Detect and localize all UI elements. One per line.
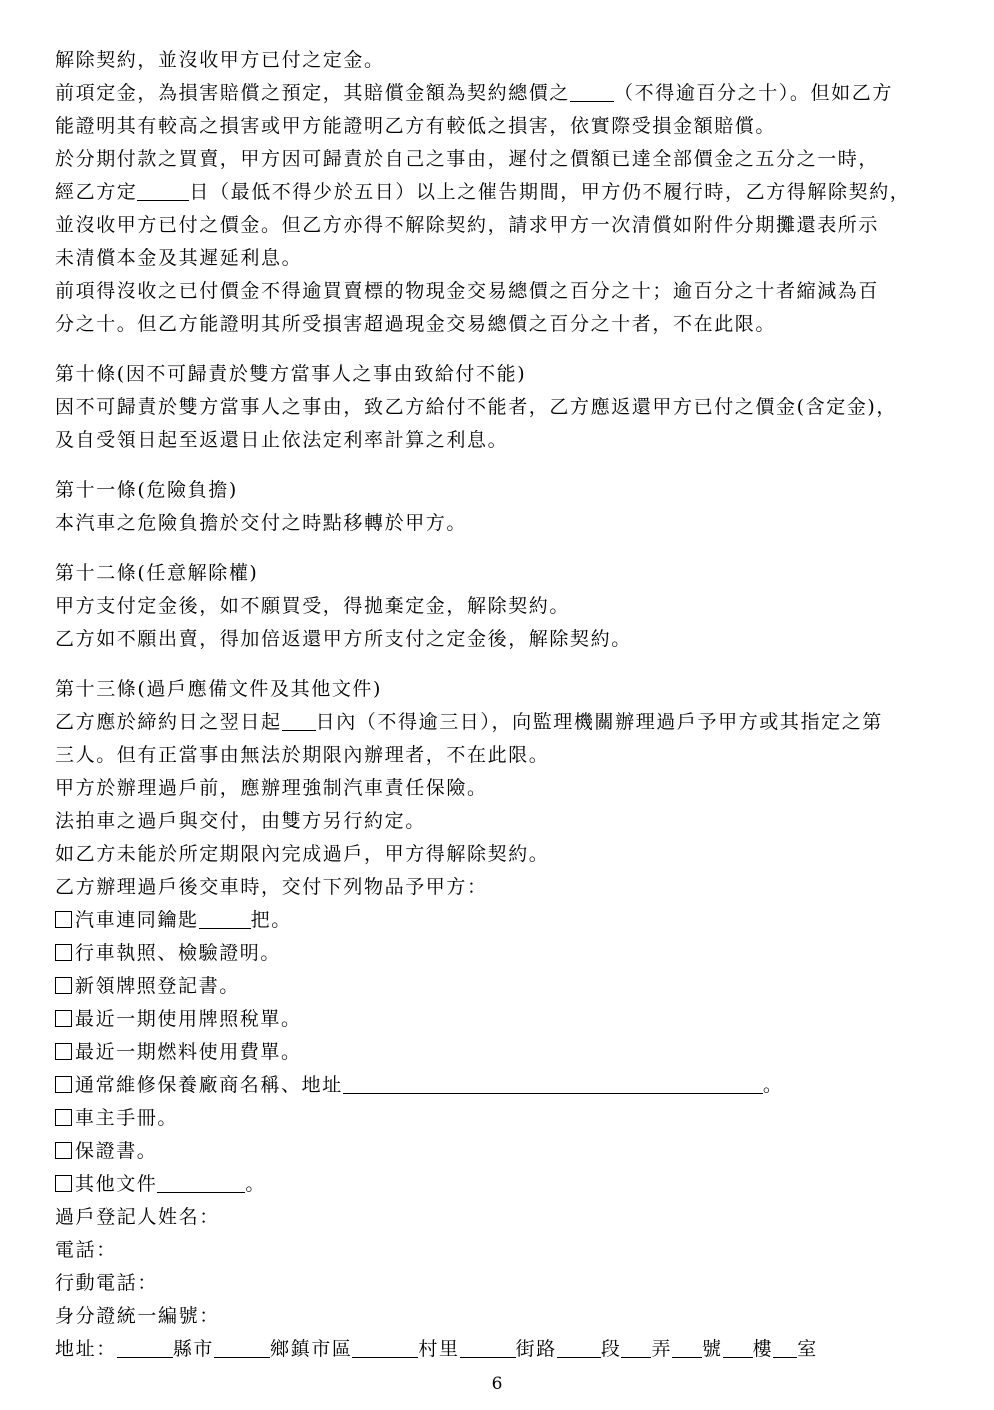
item-label: 。	[245, 1173, 267, 1195]
checklist-item	[55, 1036, 945, 1069]
checklist-item	[55, 937, 945, 970]
blank	[672, 1337, 702, 1358]
text-line: 於分期付款之買賣，甲方因可歸責於自己之事由，遲付之價額已達全部價金之五分之一時，	[55, 148, 880, 170]
blank	[117, 1337, 173, 1358]
address-unit: 號	[702, 1338, 723, 1360]
item-label: 車主手冊。	[75, 1107, 179, 1129]
text-line: 因不可歸責於雙方當事人之事由，致乙方給付不能者，乙方應返還甲方已付之價金(含定金)，	[55, 396, 898, 418]
text-line: 解除契約，並沒收甲方已付之定金。	[55, 49, 385, 71]
checkbox[interactable]	[55, 1010, 72, 1027]
registrant-id-label: 身分證統一編號：	[55, 1305, 220, 1327]
checklist-item	[55, 1003, 945, 1036]
checklist-item	[55, 970, 945, 1003]
checkbox[interactable]	[55, 1142, 72, 1159]
text-line: 三人。但有正當事由無法於期限內辦理者，不在此限。	[55, 744, 550, 766]
text-line: 乙方辦理過戶後交車時，交付下列物品予甲方：	[55, 876, 488, 898]
text-line	[55, 706, 945, 739]
text-line: 分之十。但乙方能證明其所受損害超過現金交易總價之百分之十者，不在此限。	[55, 313, 777, 335]
checkbox[interactable]	[55, 1109, 72, 1126]
article-12-title: 第十二條(任意解除權)	[55, 562, 259, 584]
address-unit: 段	[600, 1338, 622, 1360]
blank	[621, 1337, 651, 1358]
text-segment: 乙方應於締約日之翌日起	[55, 711, 282, 733]
article-13-title: 第十三條(過戶應備文件及其他文件)	[55, 678, 383, 700]
registrant-address	[55, 1333, 945, 1366]
registrant-mobile-label: 行動電話：	[55, 1272, 159, 1294]
address-unit: 村里	[418, 1338, 460, 1360]
checklist-item	[55, 1069, 945, 1102]
checklist-item	[55, 1102, 945, 1135]
page-number: 6	[491, 1374, 503, 1394]
other-docs-blank	[157, 1172, 245, 1193]
text-segment: 前項定金，為損害賠償之預定，其賠償金額為契約總價之	[55, 82, 571, 104]
checklist-item	[55, 1168, 945, 1201]
text-line: 能證明其有較高之損害或甲方能證明乙方有較低之損害，依實際受損金額賠償。	[55, 115, 777, 137]
blank	[773, 1337, 797, 1358]
item-label: 通常維修保養廠商名稱、地址	[75, 1074, 343, 1096]
article-10-title: 第十條(因不可歸責於雙方當事人之事由致給付不能)	[55, 363, 527, 385]
text-segment: （不得逾百分之十）。但如乙方	[614, 82, 893, 104]
text-line: 未清償本金及其遲延利息。	[55, 247, 303, 269]
blank	[214, 1337, 270, 1358]
text-line: 乙方如不願出賣，得加倍返還甲方所支付之定金後，解除契約。	[55, 628, 632, 650]
blank	[460, 1337, 516, 1358]
item-label: 把。	[250, 909, 292, 931]
key-count-blank	[199, 908, 251, 929]
article-11-title: 第十一條(危險負擔)	[55, 479, 238, 501]
text-line: 本汽車之危險負擔於交付之時點移轉於甲方。	[55, 512, 468, 534]
item-label: 最近一期燃料使用費單。	[75, 1041, 302, 1063]
registrant-phone-label: 電話：	[55, 1239, 117, 1261]
maintenance-address-blank	[343, 1073, 763, 1094]
item-label: 汽車連同鑰匙	[75, 909, 199, 931]
checkbox[interactable]	[55, 911, 72, 928]
item-label: 保證書。	[75, 1140, 158, 1162]
checklist-item	[55, 904, 945, 937]
text-segment: 日（最低不得少於五日）以上之催告期間，甲方仍不履行時，乙方得解除契約，	[189, 181, 911, 203]
text-line: 及自受領日起至返還日止依法定利率計算之利息。	[55, 429, 509, 451]
address-unit: 樓	[752, 1338, 774, 1360]
transfer-days-blank	[282, 710, 316, 731]
text-line	[55, 176, 945, 209]
text-segment: 日內（不得逾三日），向監理機關辦理過戶予甲方或其指定之第	[315, 711, 883, 733]
item-label: 最近一期使用牌照稅單。	[75, 1008, 302, 1030]
address-unit: 室	[797, 1338, 818, 1360]
address-label: 地址：	[55, 1338, 117, 1360]
registrant-name-label: 過戶登記人姓名：	[55, 1206, 220, 1228]
blank	[723, 1337, 753, 1358]
address-unit: 街路	[515, 1338, 557, 1360]
text-segment: 經乙方定	[55, 181, 138, 203]
text-line: 甲方支付定金後，如不願買受，得拋棄定金，解除契約。	[55, 595, 571, 617]
blank	[557, 1337, 601, 1358]
text-line	[55, 77, 945, 110]
checkbox[interactable]	[55, 977, 72, 994]
address-unit: 弄	[651, 1338, 673, 1360]
document-page	[55, 44, 945, 1366]
address-unit: 鄉鎮市區	[270, 1338, 353, 1360]
item-label: 。	[762, 1074, 784, 1096]
deposit-ratio-blank	[570, 81, 614, 102]
address-unit: 縣市	[172, 1338, 215, 1360]
item-label: 新領牌照登記書。	[75, 975, 240, 997]
item-label: 行車執照、檢驗證明。	[75, 942, 282, 964]
item-label: 其他文件	[75, 1173, 158, 1195]
checkbox[interactable]	[55, 1175, 72, 1192]
checkbox[interactable]	[55, 1076, 72, 1093]
text-line: 如乙方未能於所定期限內完成過戶，甲方得解除契約。	[55, 843, 550, 865]
blank	[352, 1337, 418, 1358]
notice-days-blank	[137, 180, 189, 201]
checkbox[interactable]	[55, 944, 72, 961]
text-line: 前項得沒收之已付價金不得逾買賣標的物現金交易總價之百分之十；逾百分之十者縮減為百	[55, 280, 880, 302]
checkbox[interactable]	[55, 1043, 72, 1060]
checklist-item	[55, 1135, 945, 1168]
text-line: 並沒收甲方已付之價金。但乙方亦得不解除契約，請求甲方一次清償如附件分期攤還表所示	[55, 214, 880, 236]
text-line: 甲方於辦理過戶前，應辦理強制汽車責任保險。	[55, 777, 488, 799]
text-line: 法拍車之過戶與交付，由雙方另行約定。	[55, 810, 426, 832]
